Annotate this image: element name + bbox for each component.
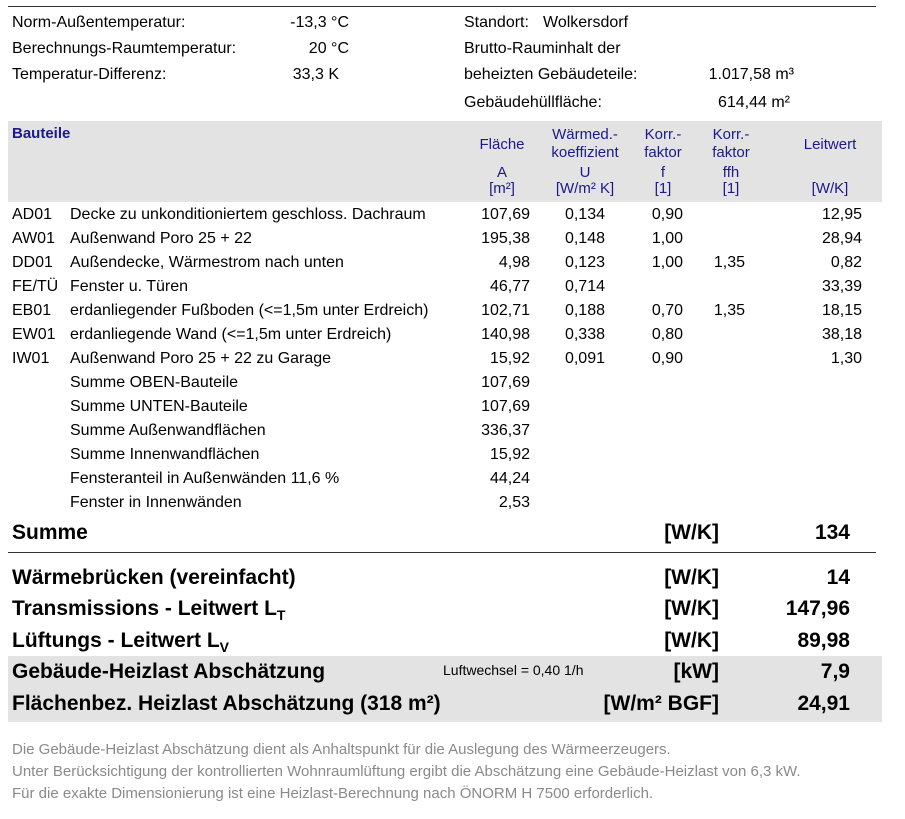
summe-value: 134 (814, 521, 850, 544)
sum-value: 15,92 (489, 446, 530, 463)
row-u-wert: 0,148 (564, 230, 605, 247)
row-u-wert: 0,188 (564, 302, 605, 319)
row-code: EW01 (12, 326, 56, 343)
standort-label: Standort: (464, 14, 529, 31)
result-unit: [W/K] (664, 566, 719, 589)
norm-temp-value: -13,3 °C (290, 14, 349, 31)
col-flaeche-sym: A (496, 164, 507, 181)
col-korr-ffh-name1: Korr.- (712, 126, 750, 143)
row-description: Außendecke, Wärmestrom nach unten (70, 254, 344, 271)
row-leitwert: 1,30 (830, 350, 862, 367)
separator-rule (8, 552, 876, 553)
col-waerme-name2: koeffizient (551, 144, 619, 161)
col-korr-f-sym: f (660, 164, 666, 181)
norm-temp-label: Norm-Außentemperatur: (12, 14, 186, 31)
row-code: DD01 (12, 254, 53, 271)
row-flaeche: 102,71 (481, 302, 530, 319)
flaechenbez-unit: [W/m² BGF] (603, 692, 719, 715)
result-label: Wärmebrücken (vereinfacht) (12, 566, 296, 589)
huell-label: Gebäudehüllfläche: (464, 94, 602, 111)
sum-value: 44,24 (489, 470, 530, 487)
row-u-wert: 0,338 (564, 326, 605, 343)
sum-value: 107,69 (481, 374, 530, 391)
result-unit: [W/K] (664, 597, 719, 620)
col-korr-f-unit: [1] (654, 180, 672, 197)
flaechenbez-label: Flächenbez. Heizlast Abschätzung (318 m²) (12, 692, 441, 715)
heizlast-unit: [kW] (673, 660, 719, 683)
col-korr-ffh-sym: ffh (722, 164, 740, 181)
sum-value: 336,37 (481, 422, 530, 439)
row-code: EB01 (12, 302, 52, 319)
tempdiff-label: Temperatur-Differenz: (12, 66, 167, 83)
row-code: FE/TÜ (12, 278, 59, 295)
heizlast-value: 7,9 (820, 660, 850, 683)
row-u-wert: 0,714 (564, 278, 605, 295)
top-rule (8, 6, 876, 7)
row-flaeche: 140,98 (481, 326, 530, 343)
row-u-wert: 0,134 (564, 206, 605, 223)
row-flaeche: 195,38 (481, 230, 530, 247)
sum-label: Summe Innenwandflächen (70, 446, 260, 463)
row-korr-f: 1,00 (651, 230, 683, 247)
result-value: 14 (826, 566, 850, 589)
sum-label: Summe OBEN-Bauteile (70, 374, 239, 391)
row-leitwert: 18,15 (821, 302, 862, 319)
row-korr-f: 0,80 (651, 326, 683, 343)
sum-label: Fenster in Innenwänden (70, 494, 242, 511)
col-korr-f-name1: Korr.- (644, 126, 682, 143)
standort-value: Wolkersdorf (543, 14, 629, 31)
footer-line-2: Unter Berücksichtigung der kontrollierten Wohnraumlüftung ergibt die Abschätzung eine Gebäude-Heizlast von 6,3 kW. (12, 763, 801, 780)
row-leitwert: 0,82 (830, 254, 862, 271)
row-description: Fenster u. Türen (70, 278, 188, 295)
volume-label-1: Brutto-Rauminhalt der (464, 40, 621, 57)
row-flaeche: 107,69 (481, 206, 530, 223)
row-flaeche: 15,92 (489, 350, 530, 367)
row-u-wert: 0,091 (564, 350, 605, 367)
col-korr-ffh-unit: [1] (722, 180, 740, 197)
col-korr-ffh-name2: faktor (712, 144, 750, 161)
row-korr-f: 0,90 (651, 206, 683, 223)
result-value: 89,98 (797, 629, 850, 652)
row-description: erdanliegende Wand (<=1,5m unter Erdreich) (70, 326, 392, 343)
row-flaeche: 4,98 (498, 254, 530, 271)
col-flaeche-unit: [m²] (489, 180, 515, 197)
row-code: AD01 (12, 206, 53, 223)
row-code: AW01 (12, 230, 55, 247)
col-leitwert-unit: [W/K] (811, 180, 849, 197)
sum-label: Fensteranteil in Außenwänden 11,6 % (70, 470, 340, 487)
col-leitwert-name: Leitwert (803, 136, 857, 153)
col-korr-f-name2: faktor (644, 144, 682, 161)
volume-label-2: beheizten Gebäudeteile: (464, 66, 638, 83)
result-value: 147,96 (785, 597, 850, 620)
raumtemp-value: 20 °C (308, 40, 349, 57)
heizlast-label: Gebäude-Heizlast Abschätzung (12, 660, 326, 683)
row-korr-f: 0,70 (651, 302, 683, 319)
row-flaeche: 46,77 (489, 278, 530, 295)
row-leitwert: 33,39 (821, 278, 862, 295)
result-label: Lüftungs - Leitwert $L_V$ (12, 629, 229, 656)
col-waerme-name1: Wärmed.- (552, 126, 618, 143)
row-code: IW01 (12, 350, 50, 367)
row-u-wert: 0,123 (564, 254, 605, 271)
footer-line-3: Für die exakte Dimensionierung ist eine Heizlast-Berechnung nach ÖNORM H 7500 erforderlich. (12, 785, 654, 802)
footer-line-1: Die Gebäude-Heizlast Abschätzung dient als Anhaltspunkt für die Auslegung des Wärmeerzeugers. (12, 741, 671, 758)
summe-unit: [W/K] (664, 521, 719, 544)
row-leitwert: 38,18 (821, 326, 862, 343)
row-leitwert: 12,95 (821, 206, 862, 223)
col-bauteile: Bauteile (12, 125, 71, 142)
summe-label: Summe (12, 521, 88, 544)
col-flaeche-name: Fläche (479, 136, 525, 153)
luftwechsel-note: Luftwechsel = 0,40 1/h (443, 662, 584, 678)
col-waerme-sym: U (579, 164, 591, 181)
huell-value: 614,44 m² (717, 94, 790, 111)
row-leitwert: 28,94 (821, 230, 862, 247)
row-description: Decke zu unkonditioniertem geschloss. Dachraum (70, 206, 426, 223)
row-korr-ffh: 1,35 (713, 254, 745, 271)
row-korr-ffh: 1,35 (713, 302, 745, 319)
row-description: erdanliegender Fußboden (<=1,5m unter Erdreich) (70, 302, 429, 319)
raumtemp-label: Berechnungs-Raumtemperatur: (12, 40, 237, 57)
result-label: Transmissions - Leitwert $L_T$ (12, 597, 286, 624)
volume-value: 1.017,58 m³ (708, 66, 794, 83)
sum-value: 2,53 (498, 494, 530, 511)
sum-value: 107,69 (481, 398, 530, 415)
flaechenbez-value: 24,91 (797, 692, 850, 715)
row-korr-f: 0,90 (651, 350, 683, 367)
tempdiff-value: 33,3 K (292, 66, 339, 83)
sum-label: Summe Außenwandflächen (70, 422, 266, 439)
result-unit: [W/K] (664, 629, 719, 652)
row-korr-f: 1,00 (651, 254, 683, 271)
col-waerme-unit: [W/m² K] (555, 180, 615, 197)
row-description: Außenwand Poro 25 + 22 (70, 230, 252, 247)
row-description: Außenwand Poro 25 + 22 zu Garage (70, 350, 332, 367)
sum-label: Summe UNTEN-Bauteile (70, 398, 248, 415)
